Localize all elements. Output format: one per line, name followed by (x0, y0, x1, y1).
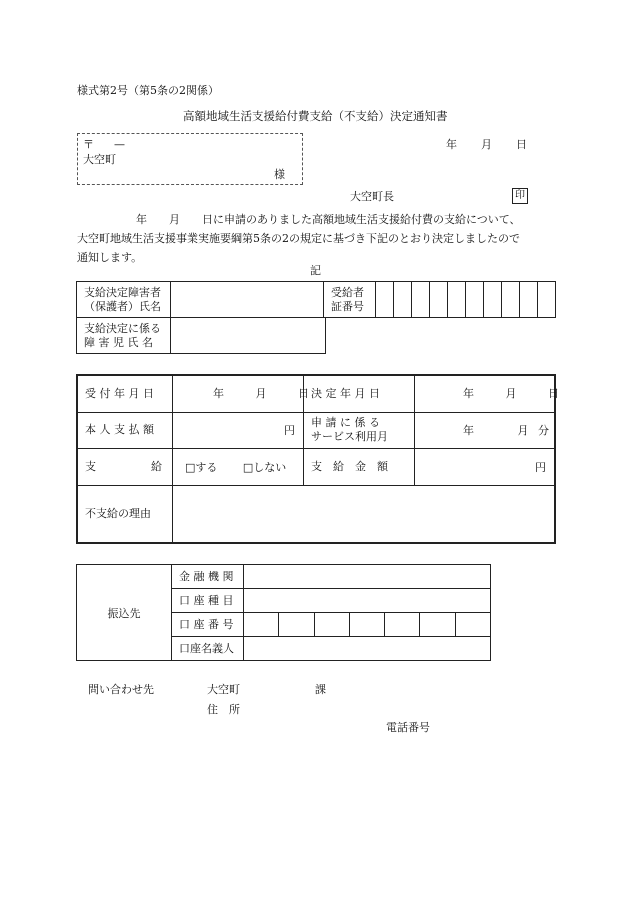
body-line-1: 年 月 日に申請のありました高額地域生活支援給付費の支給について、 (136, 213, 521, 226)
contact-town: 大空町 (207, 683, 240, 696)
cert-digit-cell[interactable] (448, 282, 466, 318)
amount-field[interactable] (415, 448, 556, 485)
bank-label: 金 融 機 関 (172, 565, 244, 589)
contact-phone-label: 電話番号 (386, 721, 430, 734)
document-title: 高額地域生活支援給付費支給（不支給）決定通知書 (183, 109, 448, 123)
service-month-label (304, 412, 415, 448)
contact-section: 課 (315, 683, 326, 696)
cert-digit-cell[interactable] (376, 282, 394, 318)
recipient-table-row1 (76, 281, 556, 318)
account-digit-cell[interactable] (420, 613, 455, 637)
issue-day: 日 (516, 138, 527, 151)
account-digit-cell[interactable] (279, 613, 314, 637)
child-label-line1: 支給決定に係る (84, 321, 161, 335)
service-month: 月 (517, 423, 529, 437)
option-yes[interactable]: □する (185, 460, 218, 474)
service-month-label-line2: サービス利用月 (311, 430, 388, 443)
recipient-town: 大空町 (83, 153, 116, 166)
guardian-label-line2: （保護者）氏名 (84, 299, 161, 313)
contact-address-label: 住 所 (207, 703, 240, 716)
amount-label: 支 給 金 額 (304, 448, 415, 485)
account-digit-cell[interactable] (385, 613, 420, 637)
amount-yen: 円 (535, 460, 546, 474)
receipt-date-field[interactable] (173, 375, 309, 412)
cert-digit-cell[interactable] (520, 282, 538, 318)
account-digit-cell[interactable] (455, 613, 490, 637)
service-year: 年 (463, 423, 474, 437)
cert-digit-cell[interactable] (394, 282, 412, 318)
body-paragraph (77, 210, 557, 267)
receipt-month: 月 (255, 387, 267, 401)
issue-year: 年 (446, 138, 457, 151)
self-pay-label: 本 人 支 払 額 (77, 412, 173, 448)
bank-field[interactable] (244, 565, 491, 589)
account-number-label: 口 座 番 号 (172, 613, 244, 637)
ki-marker: 記 (310, 264, 321, 277)
option-no[interactable]: □しない (242, 460, 287, 474)
service-month-field[interactable] (415, 412, 556, 448)
cert-label-line1: 受給者 (331, 285, 364, 299)
transfer-table (76, 564, 491, 661)
reason-label: 不支給の理由 (77, 485, 173, 543)
body-line-3: 通知します。 (77, 251, 143, 264)
cert-digit-cell[interactable] (466, 282, 484, 318)
account-holder-label: 口座名義人 (172, 637, 244, 661)
service-bun: 分 (538, 423, 549, 437)
decision-date-field[interactable] (415, 375, 559, 412)
account-digit-cell[interactable] (244, 613, 279, 637)
cert-label-line2: 証番号 (331, 299, 364, 313)
decision-year: 年 (463, 387, 474, 401)
child-label (77, 318, 171, 354)
address-box (77, 133, 303, 185)
contact-label: 問い合わせ先 (88, 683, 154, 696)
decision-date-label: 決 定 年 月 日 (304, 375, 415, 412)
self-pay-yen: 円 (284, 424, 295, 437)
decision-table (76, 374, 559, 544)
account-type-label: 口 座 種 目 (172, 589, 244, 613)
honorific: 様 (274, 168, 285, 181)
reason-field[interactable] (173, 485, 556, 543)
account-digit-cell[interactable] (349, 613, 384, 637)
body-line-2: 大空町地域生活支援事業実施要綱第5条の2の規定に基づき下記のとおり決定しましたので (77, 232, 520, 245)
cert-digit-cell[interactable] (484, 282, 502, 318)
cert-digit-cell[interactable] (538, 282, 556, 318)
service-month-label-line1: 申 請 に 係 る (311, 416, 380, 429)
seal-stamp: 印 (512, 188, 528, 204)
issuer-name: 大空町長 (350, 190, 394, 203)
recipient-table-row2 (76, 317, 326, 354)
guardian-label (77, 282, 171, 318)
decision-month: 月 (505, 387, 517, 401)
postal-mark: 〒 (83, 138, 94, 151)
postal-dash: — (114, 138, 125, 151)
receipt-date-label: 受 付 年 月 日 (77, 375, 173, 412)
self-pay-field[interactable] (173, 412, 304, 448)
decision-day: 日 (548, 387, 559, 401)
guardian-label-line1: 支給決定障害者 (84, 285, 161, 299)
child-label-line2: 障 害 児 氏 名 (84, 335, 153, 349)
account-holder-field[interactable] (244, 637, 491, 661)
account-type-field[interactable] (244, 589, 491, 613)
transfer-heading: 振込先 (77, 565, 172, 661)
issue-month: 月 (481, 138, 492, 151)
cert-digit-cell[interactable] (502, 282, 520, 318)
pay-label: 支 給 (77, 448, 173, 485)
cert-digit-cell[interactable] (430, 282, 448, 318)
form-number: 様式第2号（第5条の2関係） (77, 84, 219, 97)
child-name-field[interactable] (171, 318, 326, 354)
cert-label (324, 282, 376, 318)
receipt-day: 日 (298, 387, 309, 401)
receipt-year: 年 (213, 387, 224, 401)
cert-digit-cell[interactable] (412, 282, 430, 318)
pay-options (173, 448, 304, 485)
guardian-name-field[interactable] (171, 282, 324, 318)
account-digit-cell[interactable] (314, 613, 349, 637)
